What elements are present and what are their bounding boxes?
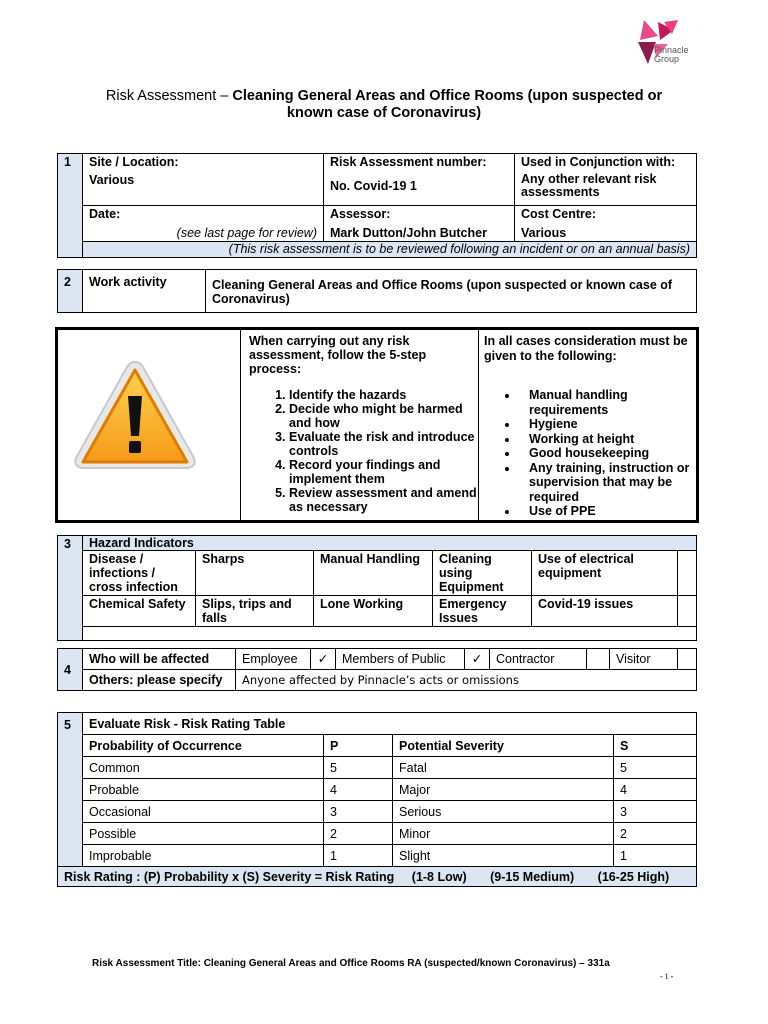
page-title [40,88,728,122]
hazard-cell: Use of electrical equipment [532,551,678,596]
hazard-header: Hazard Indicators [83,536,697,551]
table-row [58,779,697,801]
s-cell: 1 [614,845,697,867]
considerations-intro: In all cases consideration must be given to the following: [484,334,688,363]
conj-label: Used in Conjunction with: [521,155,676,169]
risk-table-header: Evaluate Risk - Risk Rating Table [83,713,697,735]
s-cell: 4 [614,779,697,801]
title-line2: known case of Coronavirus) [286,105,482,121]
table-row [58,845,697,867]
hazard-blank-cell [678,551,697,596]
assessor-label: Assessor: [330,207,391,221]
p-cell: 1 [324,845,393,867]
consideration-item: • Hygiene [519,417,696,432]
five-step-intro: When carrying out any risk assessment, follow the 5-step process: [249,334,427,376]
work-activity-label: Work activity [83,270,206,313]
conj-cell [515,154,697,206]
members-check-icon: ✓ [465,649,490,670]
risk-high: (16-25 High) [597,869,670,884]
cost-value: Various [521,226,567,240]
col-p: P [324,735,393,757]
p-cell: 5 [324,757,393,779]
step-item: 2. Decide who might be harmed and how [289,402,478,430]
site-value: Various [89,173,135,187]
prob-cell: Improbable [83,845,324,867]
visitor-check-cell [678,649,697,670]
section-2-number: 2 [58,270,83,313]
employee-label: Employee [236,649,311,670]
consideration-item: • Manual handling requirements [519,388,696,417]
hazard-cell: Lone Working [314,596,433,627]
hazard-blank-cell [678,596,697,627]
affected-label: Who will be affected [83,649,236,670]
p-cell: 3 [324,801,393,823]
s-cell: 2 [614,823,697,845]
ra-number-value: No. Covid-19 1 [330,179,417,193]
section-1-table [57,153,697,258]
section-5-table [57,712,697,887]
hazard-cell: Slips, trips and falls [196,596,314,627]
table-row [58,823,697,845]
risk-formula: Risk Rating : (P) Probability x (S) Severity = Risk Rating [64,869,395,884]
prob-cell: Common [83,757,324,779]
date-label: Date: [89,207,121,221]
prob-cell: Probable [83,779,324,801]
consideration-item: • Use of PPE [519,504,696,519]
page-number: - 1 - [660,972,674,981]
title-prefix: Risk Assessment – [105,88,233,104]
logo-line2: Group [654,54,680,64]
work-activity-value: Cleaning General Areas and Office Rooms (upon suspected or known case of Coronavirus) [206,270,697,313]
considerations-panel [479,330,696,520]
prob-cell: Possible [83,823,324,845]
employee-check-icon: ✓ [311,649,336,670]
hazard-cell: Manual Handling [314,551,433,596]
hazard-cell: Covid-19 issues [532,596,678,627]
five-step-list [241,388,478,514]
five-step-panel [241,330,479,520]
risk-low: (1-8 Low) [411,869,467,884]
hazard-cell: Emergency Issues [433,596,532,627]
col-probability: Probability of Occurrence [83,735,324,757]
others-value: Anyone affected by Pinnacle’s acts or omissions [236,670,697,691]
step-item: 4. Record your findings and implement them [289,458,478,486]
sev-cell: Fatal [393,757,614,779]
s-cell: 3 [614,801,697,823]
sev-cell: Slight [393,845,614,867]
section-3-table [57,535,697,641]
s-cell: 5 [614,757,697,779]
visitor-label: Visitor [610,649,678,670]
ra-number-cell [324,154,515,206]
consideration-item: • Working at height [519,432,696,447]
contractor-check-cell [587,649,610,670]
hazard-cell: Disease / infections / cross infection [83,551,196,596]
p-cell: 2 [324,823,393,845]
step-item: 3. Evaluate the risk and introduce controls [289,430,478,458]
assessor-cell [324,206,515,242]
section-4-number: 4 [58,649,83,691]
sev-cell: Serious [393,801,614,823]
site-label: Site / Location: [89,155,179,169]
hazard-cell: Sharps [196,551,314,596]
section-4-table [57,648,697,691]
sev-cell: Minor [393,823,614,845]
hazard-cell: Cleaning using Equipment [433,551,532,596]
prob-cell: Occasional [83,801,324,823]
contractor-label: Contractor [490,649,587,670]
cost-cell [515,206,697,242]
date-value: (see last page for review) [176,226,317,240]
section-3-number: 3 [58,536,83,641]
col-s: S [614,735,697,757]
cost-label: Cost Centre: [521,207,597,221]
warning-panel [58,330,241,520]
site-cell [83,154,324,206]
table-row [58,757,697,779]
section-5-number: 5 [58,713,83,867]
others-label: Others: please specify [83,670,236,691]
hazard-cell: Chemical Safety [83,596,196,627]
section-1-number: 1 [58,154,83,258]
risk-rating-footer [58,867,697,887]
pinnacle-logo [634,18,704,80]
step-item: 1. Identify the hazards [289,388,478,402]
sev-cell: Major [393,779,614,801]
assessor-value: Mark Dutton/John Butcher [330,226,487,240]
considerations-list [479,388,696,519]
ra-number-label: Risk Assessment number: [330,155,487,169]
hazard-empty-row [83,627,697,641]
p-cell: 4 [324,779,393,801]
risk-medium: (9-15 Medium) [490,869,575,884]
consideration-item: • Good housekeeping [519,446,696,461]
section-2-table [57,269,697,313]
footer-title: Risk Assessment Title: Cleaning General Areas and Office Rooms RA (suspected/known Coronavirus) – 331a [92,958,610,969]
title-line1: Cleaning General Areas and Office Rooms (upon suspected or [232,88,663,104]
logo-line1: Pinnacle [654,45,689,55]
conj-value: Any other relevant risk assessments [521,172,657,199]
col-severity: Potential Severity [393,735,614,757]
members-label: Members of Public [336,649,465,670]
table-row [58,801,697,823]
process-box [55,327,699,523]
date-cell [83,206,324,242]
warning-icon [70,356,200,476]
review-note: (This risk assessment is to be reviewed following an incident or on an annual basis) [83,242,697,258]
consideration-item: • Any training, instruction or supervision that may be required [519,461,696,505]
step-item: 5. Review assessment and amend as necessary [289,486,478,514]
